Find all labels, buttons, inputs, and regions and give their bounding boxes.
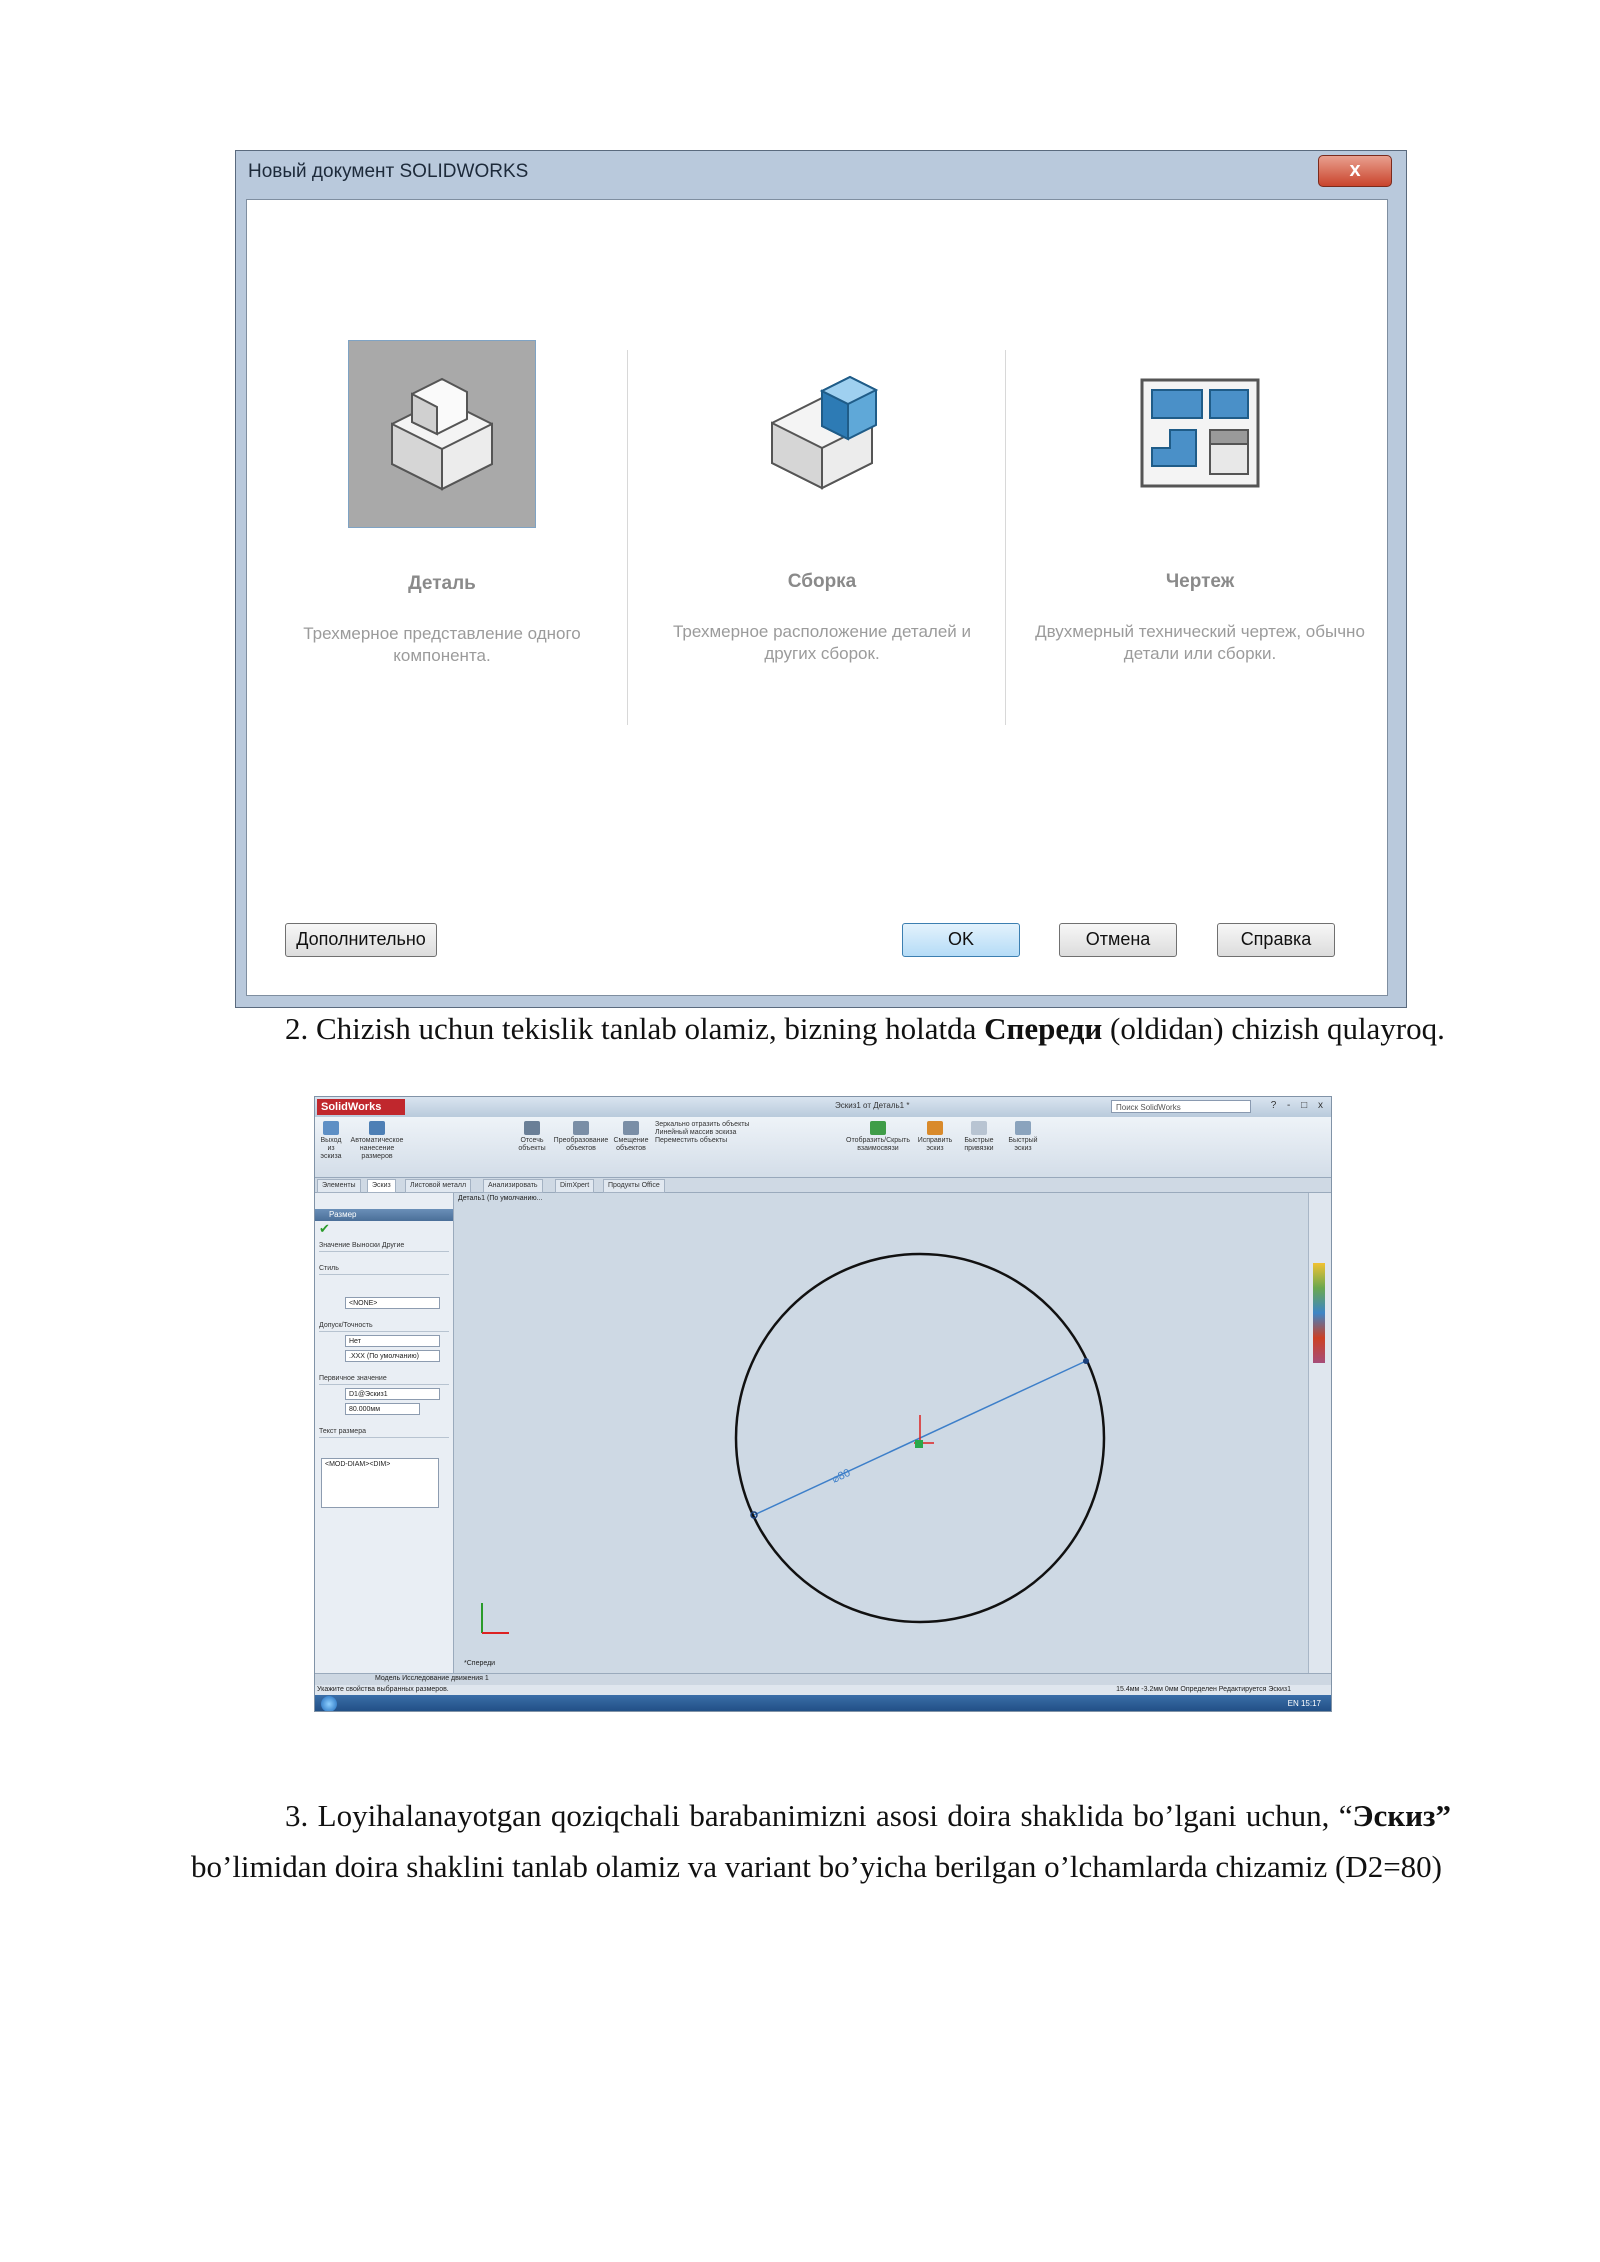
taskbar-tray: EN 15:17 bbox=[1287, 1699, 1321, 1708]
assembly-icon bbox=[729, 340, 915, 526]
divider bbox=[627, 350, 628, 725]
origin-point bbox=[915, 1440, 923, 1448]
exit-sketch-icon bbox=[323, 1121, 339, 1135]
tolerance-select[interactable]: Нет bbox=[345, 1335, 440, 1347]
tab-sketch[interactable]: Эскиз bbox=[367, 1179, 396, 1193]
style-select[interactable]: <NONE> bbox=[345, 1297, 440, 1309]
paragraph-2 bbox=[191, 1007, 1451, 1051]
tile-part-name: Деталь bbox=[408, 573, 476, 594]
drawing-icon bbox=[1107, 340, 1293, 526]
paragraph-3-bold: Эскиз” bbox=[1352, 1798, 1451, 1833]
dialog-body bbox=[246, 199, 1388, 996]
relations-icon bbox=[870, 1121, 886, 1135]
tab-dimxpert[interactable]: DimXpert bbox=[555, 1179, 594, 1193]
view-orientation-label: *Спереди bbox=[464, 1660, 496, 1667]
part-icon bbox=[348, 340, 536, 528]
ribbon-convert[interactable]: Преобразование объектов bbox=[553, 1121, 609, 1153]
ribbon-offset[interactable]: Смещение объектов bbox=[613, 1121, 649, 1153]
ok-button[interactable]: OK bbox=[902, 923, 1020, 957]
ribbon-relations[interactable]: Отобразить/Скрыть взаимосвязи bbox=[845, 1121, 911, 1153]
paragraph-3-text: 3. Loyihalanayotgan qoziqchali barabanimizni asosi doira shaklida bo’lgani uchun, “ bbox=[285, 1798, 1353, 1833]
bottom-tab-model[interactable]: Модель Исследование движения 1 bbox=[375, 1675, 489, 1682]
tolerance-group: Допуск/Точность bbox=[319, 1321, 449, 1332]
status-right: 15.4мм -3.2мм 0мм Определен Редактируется Эскиз1 bbox=[1116, 1686, 1291, 1693]
paragraph-3-tail: bo’limidan doira shaklini tanlab olamiz va variant bo’yicha berilgan o’lchamlarda chizamiz (D2=80) bbox=[191, 1849, 1443, 1884]
tile-drawing[interactable] bbox=[1015, 340, 1385, 665]
status-bar bbox=[315, 1685, 1331, 1695]
tile-part[interactable] bbox=[257, 340, 627, 667]
sw-command-tabs bbox=[315, 1178, 1331, 1193]
precision-select[interactable]: .XXX (По умолчанию) bbox=[345, 1350, 440, 1362]
ribbon-smart-dimension[interactable]: Автоматическое нанесение размеров bbox=[347, 1121, 407, 1161]
panel-header: Размер bbox=[315, 1209, 453, 1221]
task-pane bbox=[1308, 1193, 1331, 1673]
sw-ribbon bbox=[315, 1117, 1331, 1178]
sw-titlebar bbox=[315, 1097, 1331, 1117]
ribbon-repair[interactable]: Исправить эскиз bbox=[915, 1121, 955, 1153]
dimension-icon bbox=[369, 1121, 385, 1135]
tab-features[interactable]: Элементы bbox=[317, 1179, 361, 1193]
dimension-endpoint bbox=[1083, 1358, 1089, 1364]
tile-assembly[interactable] bbox=[637, 340, 1007, 665]
panel-toolbar bbox=[315, 1193, 453, 1209]
dimension-text-group: Текст размера bbox=[319, 1427, 449, 1438]
graphics-area[interactable] bbox=[454, 1193, 1309, 1673]
paragraph-2-tail: (oldidan) chizish qulayroq. bbox=[1102, 1011, 1445, 1046]
windows-taskbar bbox=[315, 1695, 1331, 1712]
property-manager bbox=[315, 1193, 454, 1673]
repair-icon bbox=[927, 1121, 943, 1135]
primary-value-group: Первичное значение bbox=[319, 1374, 449, 1385]
cancel-button[interactable]: Отмена bbox=[1059, 923, 1177, 957]
tile-part-desc: Трехмерное представление одного компонента. bbox=[303, 624, 581, 665]
sketch-canvas[interactable] bbox=[454, 1193, 1309, 1673]
sw-window-controls[interactable]: ? - □ x bbox=[1270, 1100, 1327, 1111]
feature-tree-item[interactable]: Деталь1 (По умолчанию... bbox=[458, 1195, 543, 1202]
task-pane-icons[interactable] bbox=[1313, 1263, 1325, 1363]
offset-icon bbox=[623, 1121, 639, 1135]
ribbon-mirror[interactable]: Зеркально отразить объекты Линейный массив эскиза Переместить объекты bbox=[655, 1121, 750, 1144]
dimension-text: ⌀80 bbox=[830, 1466, 853, 1486]
ribbon-quick-sketch[interactable]: Быстрый эскиз bbox=[1003, 1121, 1043, 1153]
trim-icon bbox=[524, 1121, 540, 1135]
tab-evaluate[interactable]: Анализировать bbox=[483, 1179, 543, 1193]
sw-search-input[interactable]: Поиск SolidWorks bbox=[1111, 1100, 1251, 1113]
ribbon-exit-sketch[interactable]: Выход из эскиза bbox=[319, 1121, 343, 1161]
tile-assembly-desc: Трехмерное расположение деталей и других сборок. bbox=[673, 622, 971, 663]
convert-icon bbox=[573, 1121, 589, 1135]
help-button[interactable]: Справка bbox=[1217, 923, 1335, 957]
style-group: Стиль bbox=[319, 1264, 449, 1275]
tab-office[interactable]: Продукты Office bbox=[603, 1179, 665, 1193]
close-button[interactable]: x bbox=[1318, 155, 1392, 187]
panel-subtabs[interactable]: Значение Выноски Другие bbox=[319, 1241, 449, 1252]
advanced-button[interactable]: Дополнительно bbox=[285, 923, 437, 957]
dimension-text-field[interactable]: <MOD-DIAM><DIM> bbox=[321, 1458, 439, 1508]
sw-doc-title: Эскиз1 от Деталь1 * bbox=[835, 1101, 910, 1110]
ok-check-icon[interactable]: ✔ bbox=[319, 1221, 330, 1236]
paragraph-2-text: 2. Chizish uchun tekislik tanlab olamiz, bizning holatda bbox=[285, 1011, 985, 1046]
ribbon-snaps[interactable]: Быстрые привязки bbox=[959, 1121, 999, 1153]
status-left: Укажите свойства выбранных размеров. bbox=[317, 1686, 449, 1693]
dialog-title: Новый документ SOLIDWORKS bbox=[248, 161, 529, 182]
ribbon-trim[interactable]: Отсечь объекты bbox=[515, 1121, 549, 1153]
solidworks-window bbox=[314, 1096, 1332, 1712]
snaps-icon bbox=[971, 1121, 987, 1135]
quick-sketch-icon bbox=[1015, 1121, 1031, 1135]
tile-drawing-name: Чертеж bbox=[1165, 571, 1235, 592]
paragraph-2-bold: Спереди bbox=[984, 1011, 1103, 1046]
new-document-dialog bbox=[235, 150, 1407, 1008]
tile-drawing-desc: Двухмерный технический чертеж, обычно детали или сборки. bbox=[1035, 622, 1365, 663]
paragraph-3 bbox=[191, 1790, 1451, 1892]
dimension-name-field[interactable]: D1@Эскиз1 bbox=[345, 1388, 440, 1400]
sw-logo: SolidWorks bbox=[317, 1099, 405, 1115]
dimension-value-field[interactable]: 80.000мм bbox=[345, 1403, 420, 1415]
tab-sheet-metal[interactable]: Листовой металл bbox=[405, 1179, 471, 1193]
tile-assembly-name: Сборка bbox=[787, 571, 857, 592]
start-button-icon[interactable] bbox=[321, 1696, 337, 1712]
